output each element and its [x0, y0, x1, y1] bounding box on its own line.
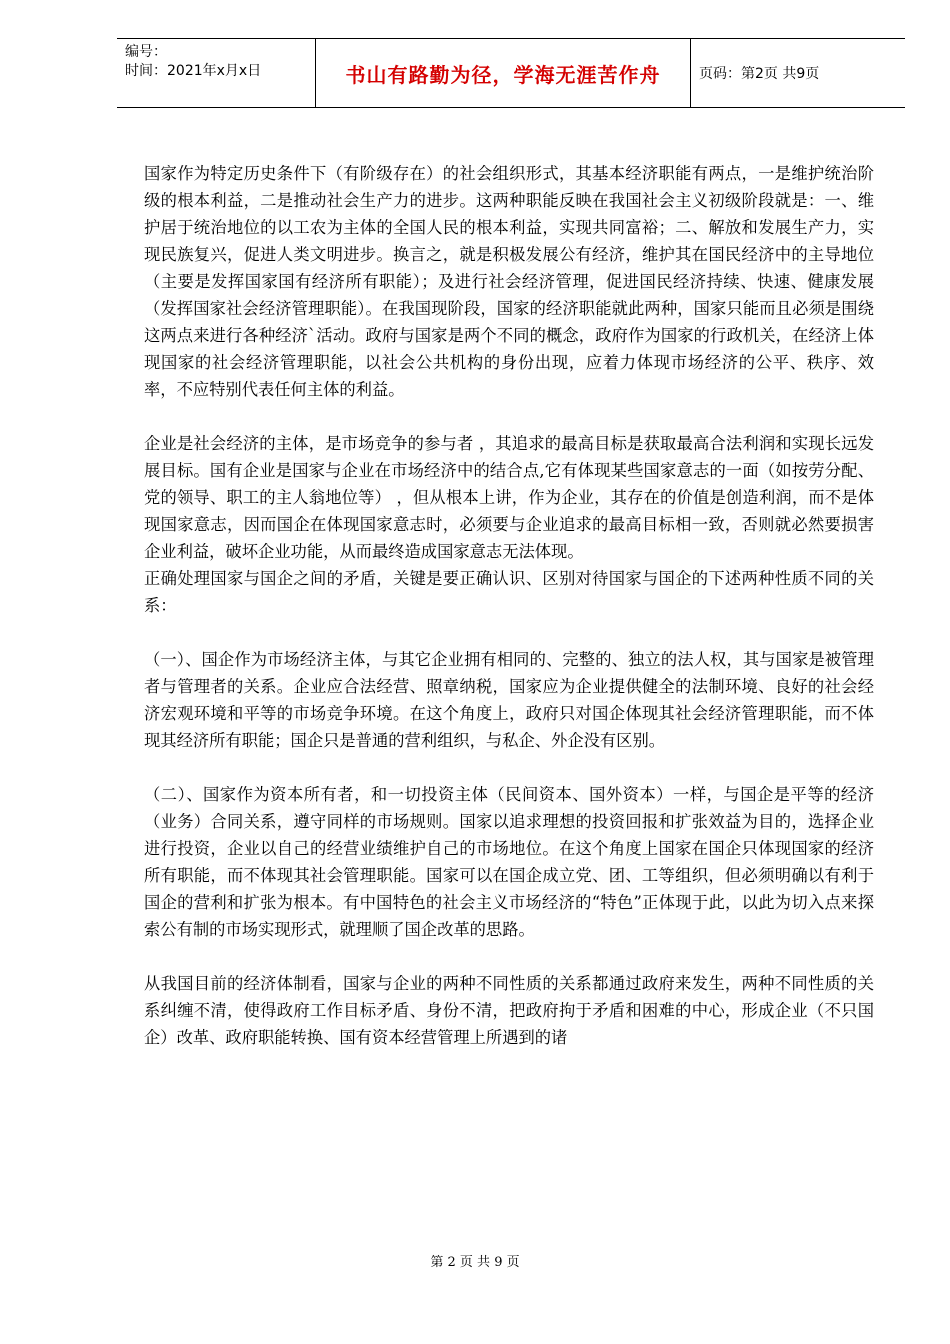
paragraph-gap [144, 619, 874, 646]
paragraph-gap [144, 403, 874, 430]
time-label: 时间：2021年x月x日 [125, 63, 262, 79]
paragraph-gap [144, 943, 874, 970]
number-label: 编号： [125, 44, 167, 60]
paragraph-enterprise: 企业是社会经济的主体，是市场竞争的参与者 ，其追求的最高目标是获取最高合法利润和实现长远发展目标。国有企业是国家与企业在市场经济中的结合点,它有体现某些国家意志的一面（如按劳分配、党的领导、职工的主人翁地位等） ，但从根本上讲，作为企业，其存在的价值是创造利润，而不是体现国家意志，因而国企在体现国家意志时，必须要与企业追求的最高目标相一致，否则就必然要损害企业利益，破坏企业功能，从而最终造成国家意志无法体现。 [144, 434, 874, 561]
paragraph-gap [144, 754, 874, 781]
paragraph-state-functions: 国家作为特定历史条件下（有阶级存在）的社会组织形式，其基本经济职能有两点，一是维护统治阶级的根本利益，二是推动社会生产力的进步。这两种职能反映在我国社会主义初级阶段就是：一、维护居于统治地位的以工农为主体的全国人民的根本利益，实现共同富裕；二、解放和发展生产力，实现民族复兴，促进人类文明进步。换言之，就是积极发展公有经济，维护其在国民经济中的主导地位（主要是发挥国家国有经济所有职能）；及进行社会经济管理，促进国民经济持续、快速、健康发展（发挥国家社会经济管理职能）。在我国现阶段，国家的经济职能就此两种，国家只能而且必须是围绕这两点来进行各种经济`活动。政府与国家是两个不同的概念，政府作为国家的行政机关，在经济上体现国家的社会经济管理职能，以社会公共机构的身份出现，应着力体现市场经济的公平、秩序、效率，不应特别代表任何主体的利益。 [144, 164, 874, 399]
header-page-info: 页码：第2页 共9页 [699, 66, 820, 82]
page-footer: 第 2 页 共 9 页 [430, 1255, 520, 1270]
paragraph-relation-one: （一）、国企作为市场经济主体，与其它企业拥有相同的、完整的、独立的法人权，其与国家是被管理者与管理者的关系。企业应合法经营、照章纳税，国家应为企业提供健全的法制环境、良好的社会经济宏观环境和平等的市场竞争环境。在这个角度上，政府只对国企体现其社会经济管理职能，而不体现其经济所有职能；国企只是普通的营利组织，与私企、外企没有区别。 [144, 650, 874, 750]
paragraph-relations-intro: 正确处理国家与国企之间的矛盾，关键是要正确认识、区别对待国家与国企的下述两种性质不同的关系： [144, 569, 874, 615]
page-header [117, 38, 905, 108]
header-meta [117, 39, 315, 107]
document-body [144, 160, 874, 1051]
paragraph-current-system: 从我国目前的经济体制看，国家与企业的两种不同性质的关系都通过政府来发生，两种不同性质的关系纠缠不清，使得政府工作目标矛盾、身份不清，把政府拘于矛盾和困难的中心，形成企业（不只国企）改革、政府职能转换、国有资本经营管理上所遇到的诸 [144, 974, 874, 1047]
header-motto: 书山有路勤为径，学海无涯苦作舟 [315, 39, 691, 107]
paragraph-relation-two: （二）、国家作为资本所有者，和一切投资主体（民间资本、国外资本）一样，与国企是平等的经济（业务）合同关系，遵守同样的市场规则。国家以追求理想的投资回报和扩张效益为目的，选择企业进行投资，企业以自己的经营业绩维护自己的市场地位。在这个角度上国家在国企只体现国家的经济所有职能，而不体现其社会管理职能。国家可以在国企成立党、团、工等组织，但必须明确以有利于国企的营利和扩张为根本。有中国特色的社会主义市场经济的“特色”正体现于此，以此为切入点来探索公有制的市场实现形式，就理顺了国企改革的思路。 [144, 785, 874, 939]
